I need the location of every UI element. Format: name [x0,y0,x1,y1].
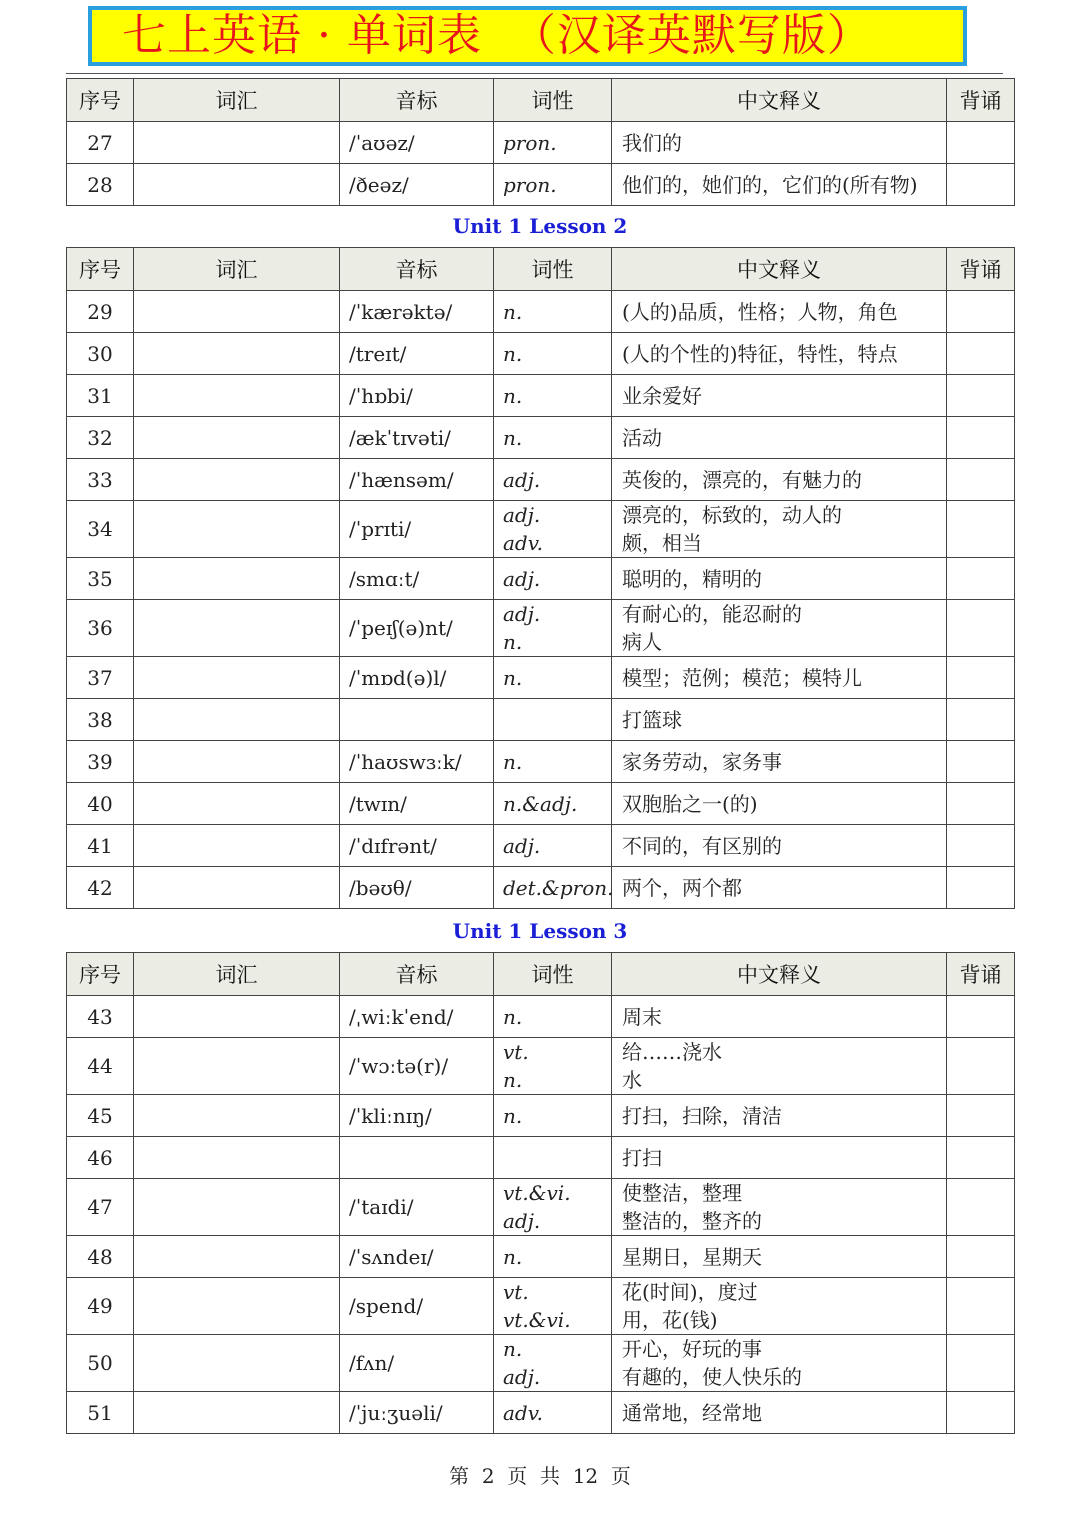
row-number: 34 [67,501,134,558]
recite-checkbox-cell[interactable] [947,741,1015,783]
pos-cell [494,122,612,164]
cell-line: 有趣的，使人快乐的 [622,1365,802,1389]
word-blank-cell[interactable] [134,741,340,783]
meaning-cell [612,375,947,417]
cell-line: 整洁的，整齐的 [622,1209,762,1233]
phonetic-cell [340,699,494,741]
word-blank-cell[interactable] [134,825,340,867]
header-pos: 词性 [494,79,612,122]
header-recite: 背诵 [947,953,1015,996]
pos-cell [494,164,612,206]
header-meaning: 中文释义 [612,248,947,291]
row-number: 37 [67,657,134,699]
pos-cell [494,825,612,867]
word-blank-cell[interactable] [134,417,340,459]
recite-checkbox-cell[interactable] [947,459,1015,501]
recite-checkbox-cell[interactable] [947,375,1015,417]
table-row [67,996,1015,1038]
cell-line: adj. [503,602,541,626]
pos-cell [494,1392,612,1434]
table-row [67,122,1015,164]
word-blank-cell[interactable] [134,699,340,741]
pos-cell [494,501,612,558]
pos-cell [494,291,612,333]
meaning-cell [612,1137,947,1179]
recite-checkbox-cell[interactable] [947,1179,1015,1236]
cell-line: n. [503,1337,523,1361]
header-recite: 背诵 [947,79,1015,122]
cell-line: 开心，好玩的事 [622,1337,762,1361]
phonetic-cell: /fʌn/ [340,1335,494,1392]
header-no: 序号 [67,79,134,122]
word-blank-cell[interactable] [134,1278,340,1335]
cell-line: adj. [503,503,541,527]
word-blank-cell[interactable] [134,1038,340,1095]
phonetic-cell: /ˌwiːkˈend/ [340,996,494,1038]
pos-cell [494,1335,612,1392]
meaning-cell [612,558,947,600]
word-blank-cell[interactable] [134,1335,340,1392]
row-number: 44 [67,1038,134,1095]
table-row [67,333,1015,375]
word-blank-cell[interactable] [134,600,340,657]
recite-checkbox-cell[interactable] [947,825,1015,867]
recite-checkbox-cell[interactable] [947,996,1015,1038]
row-number: 27 [67,122,134,164]
header-pos: 词性 [494,953,612,996]
header-rule [66,73,1003,74]
pos-cell [494,867,612,909]
cell-line: adj. [503,467,541,492]
row-number: 30 [67,333,134,375]
cell-line: 家务劳动，家务事 [622,749,782,774]
cell-line: n.&adj. [503,791,578,816]
cell-line: 我们的 [622,130,682,155]
word-blank-cell[interactable] [134,291,340,333]
row-number: 40 [67,783,134,825]
pos-cell [494,783,612,825]
header-word: 词汇 [134,953,340,996]
word-blank-cell[interactable] [134,867,340,909]
cell-line: 给……浇水 [622,1040,722,1064]
cell-line: 打篮球 [622,707,682,732]
cell-line: adj. [503,833,541,858]
cell-line: vt.&vi. [503,1308,571,1332]
row-number: 49 [67,1278,134,1335]
recite-checkbox-cell[interactable] [947,783,1015,825]
word-blank-cell[interactable] [134,996,340,1038]
word-blank-cell[interactable] [134,375,340,417]
cell-line: 周末 [622,1004,662,1029]
cell-line: n. [503,1004,523,1029]
word-blank-cell[interactable] [134,501,340,558]
row-number: 29 [67,291,134,333]
phonetic-cell: /ˈpeɪʃ(ə)nt/ [340,600,494,657]
cell-line: 打扫 [622,1145,662,1170]
pos-cell [494,1137,612,1179]
phonetic-cell: /treɪt/ [340,333,494,375]
phonetic-cell: /spend/ [340,1278,494,1335]
cell-line: vt.&vi. [503,1181,571,1205]
word-blank-cell[interactable] [134,1236,340,1278]
pos-cell [494,1179,612,1236]
pos-cell [494,417,612,459]
row-number: 36 [67,600,134,657]
recite-checkbox-cell[interactable] [947,1038,1015,1095]
phonetic-cell: /ˈmɒd(ə)l/ [340,657,494,699]
meaning-cell [612,1179,947,1236]
cell-line: adv. [503,531,544,555]
cell-line: 水 [622,1068,642,1092]
table-row [67,1278,1015,1335]
table-row [67,164,1015,206]
row-number: 35 [67,558,134,600]
cell-line: vt. [503,1040,529,1064]
meaning-cell [612,825,947,867]
phonetic-cell [340,1137,494,1179]
cell-line: 花(时间)，度过 [622,1280,758,1304]
vocab-table [66,78,1015,206]
meaning-cell [612,600,947,657]
cell-line: n. [503,341,523,366]
pos-cell [494,600,612,657]
meaning-cell [612,783,947,825]
meaning-cell [612,164,947,206]
header-phonetic: 音标 [340,79,494,122]
pos-cell [494,1095,612,1137]
header-meaning: 中文释义 [612,79,947,122]
word-blank-cell[interactable] [134,558,340,600]
cell-line: (人的)品质，性格；人物，角色 [622,299,898,324]
table-row [67,1038,1015,1095]
cell-line: 不同的，有区别的 [622,833,782,858]
cell-line: 病人 [622,630,662,654]
meaning-cell [612,1392,947,1434]
cell-line: 两个，两个都 [622,875,742,900]
cell-line: n. [503,1103,523,1128]
word-blank-cell[interactable] [134,1095,340,1137]
recite-checkbox-cell[interactable] [947,291,1015,333]
recite-checkbox-cell[interactable] [947,1278,1015,1335]
table-row [67,558,1015,600]
recite-checkbox-cell[interactable] [947,1335,1015,1392]
meaning-cell [612,333,947,375]
phonetic-cell: /ækˈtɪvəti/ [340,417,494,459]
cell-line: n. [503,630,523,654]
recite-checkbox-cell[interactable] [947,1236,1015,1278]
row-number: 41 [67,825,134,867]
table-row [67,501,1015,558]
header-no: 序号 [67,953,134,996]
recite-checkbox-cell[interactable] [947,501,1015,558]
recite-checkbox-cell[interactable] [947,558,1015,600]
row-number: 51 [67,1392,134,1434]
cell-line: 双胞胎之一(的) [622,791,758,816]
phonetic-cell: /ˈkliːnɪŋ/ [340,1095,494,1137]
pos-cell [494,333,612,375]
phonetic-cell: /ˈsʌndeɪ/ [340,1236,494,1278]
meaning-cell [612,996,947,1038]
phonetic-cell: /ˈaʊəz/ [340,122,494,164]
row-number: 39 [67,741,134,783]
row-number: 38 [67,699,134,741]
pos-cell [494,558,612,600]
meaning-cell [612,1038,947,1095]
cell-line: adj. [503,1365,541,1389]
cell-line: 通常地，经常地 [622,1400,762,1425]
meaning-cell [612,417,947,459]
word-blank-cell[interactable] [134,1392,340,1434]
pos-cell [494,996,612,1038]
page-title: 七上英语 · 单词表 （汉译英默写版） [122,10,872,61]
cell-line: vt. [503,1280,529,1304]
table-row [67,417,1015,459]
table-row [67,867,1015,909]
phonetic-cell: /ˈhaʊswɜːk/ [340,741,494,783]
cell-line: n. [503,749,523,774]
cell-line: n. [503,1068,523,1092]
table-row [67,783,1015,825]
cell-line: (人的个性的)特征，特性，特点 [622,341,898,366]
cell-line: adj. [503,1209,541,1233]
recite-checkbox-cell[interactable] [947,1392,1015,1434]
word-blank-cell[interactable] [134,122,340,164]
recite-checkbox-cell[interactable] [947,657,1015,699]
table-header-row [67,79,1015,122]
meaning-cell [612,699,947,741]
word-blank-cell[interactable] [134,657,340,699]
phonetic-cell: /smɑːt/ [340,558,494,600]
cell-line: 用，花(钱) [622,1308,718,1332]
cell-line: 漂亮的，标致的，动人的 [622,503,842,527]
row-number: 43 [67,996,134,1038]
cell-line: 他们的，她们的，它们的(所有物) [622,172,918,197]
row-number: 48 [67,1236,134,1278]
meaning-cell [612,501,947,558]
table-row [67,291,1015,333]
pos-cell [494,741,612,783]
word-blank-cell[interactable] [134,333,340,375]
cell-line: adj. [503,566,541,591]
row-number: 32 [67,417,134,459]
recite-checkbox-cell[interactable] [947,333,1015,375]
table-row [67,1392,1015,1434]
recite-checkbox-cell[interactable] [947,164,1015,206]
vocab-table [66,952,1015,1434]
meaning-cell [612,291,947,333]
cell-line: adv. [503,1400,544,1425]
meaning-cell [612,1335,947,1392]
cell-line: 使整洁，整理 [622,1181,742,1205]
meaning-cell [612,459,947,501]
row-number: 33 [67,459,134,501]
row-number: 28 [67,164,134,206]
table-row [67,1137,1015,1179]
header-pos: 词性 [494,248,612,291]
word-blank-cell[interactable] [134,164,340,206]
pos-cell [494,1038,612,1095]
word-blank-cell[interactable] [134,1137,340,1179]
row-number: 50 [67,1335,134,1392]
recite-checkbox-cell[interactable] [947,867,1015,909]
phonetic-cell: /bəʊθ/ [340,867,494,909]
cell-line: n. [503,1244,523,1269]
cell-line: n. [503,665,523,690]
table-row [67,1236,1015,1278]
unit-title: Unit 1 Lesson 3 [452,919,628,943]
cell-line: 模型；范例；模范；模特儿 [622,665,862,690]
table-row [67,1179,1015,1236]
table-row [67,459,1015,501]
header-meaning: 中文释义 [612,953,947,996]
vocab-table [66,247,1015,909]
header-word: 词汇 [134,79,340,122]
header-no: 序号 [67,248,134,291]
cell-line: 打扫，扫除，清洁 [622,1103,782,1128]
meaning-cell [612,1236,947,1278]
phonetic-cell: /ˈprɪti/ [340,501,494,558]
table-row [67,657,1015,699]
phonetic-cell: /twɪn/ [340,783,494,825]
cell-line: 活动 [622,425,662,450]
meaning-cell [612,122,947,164]
cell-line: 聪明的，精明的 [622,566,762,591]
row-number: 42 [67,867,134,909]
row-number: 47 [67,1179,134,1236]
cell-line: pron. [503,172,557,197]
meaning-cell [612,1278,947,1335]
cell-line: n. [503,383,523,408]
cell-line: 星期日，星期天 [622,1244,762,1269]
pos-cell [494,375,612,417]
pos-cell [494,1278,612,1335]
cell-line: n. [503,299,523,324]
header-word: 词汇 [134,248,340,291]
unit-title: Unit 1 Lesson 2 [452,214,628,238]
pos-cell [494,657,612,699]
row-number: 46 [67,1137,134,1179]
phonetic-cell: /ðeəz/ [340,164,494,206]
cell-line: 英俊的，漂亮的，有魅力的 [622,467,862,492]
header-phonetic: 音标 [340,248,494,291]
phonetic-cell: /ˈjuːʒuəli/ [340,1392,494,1434]
word-blank-cell[interactable] [134,459,340,501]
table-row [67,600,1015,657]
cell-line: det.&pron. [503,875,614,900]
recite-checkbox-cell[interactable] [947,122,1015,164]
meaning-cell [612,657,947,699]
pos-cell [494,459,612,501]
cell-line: n. [503,425,523,450]
recite-checkbox-cell[interactable] [947,1095,1015,1137]
table-header-row [67,248,1015,291]
table-row [67,741,1015,783]
phonetic-cell: /ˈkærəktə/ [340,291,494,333]
meaning-cell [612,741,947,783]
phonetic-cell: /ˈtaɪdi/ [340,1179,494,1236]
pos-cell [494,699,612,741]
table-row [67,375,1015,417]
title-banner [88,6,967,66]
meaning-cell [612,1095,947,1137]
phonetic-cell: /ˈwɔːtə(r)/ [340,1038,494,1095]
phonetic-cell: /ˈhɒbi/ [340,375,494,417]
recite-checkbox-cell[interactable] [947,699,1015,741]
cell-line: 颇，相当 [622,531,702,555]
cell-line: 业余爱好 [622,383,702,408]
phonetic-cell: /ˈhænsəm/ [340,459,494,501]
recite-checkbox-cell[interactable] [947,1137,1015,1179]
table-row [67,699,1015,741]
table-header-row [67,953,1015,996]
table-row [67,1095,1015,1137]
cell-line: pron. [503,130,557,155]
row-number: 31 [67,375,134,417]
word-blank-cell[interactable] [134,1179,340,1236]
recite-checkbox-cell[interactable] [947,600,1015,657]
header-phonetic: 音标 [340,953,494,996]
row-number: 45 [67,1095,134,1137]
table-row [67,1335,1015,1392]
cell-line: 有耐心的，能忍耐的 [622,602,802,626]
recite-checkbox-cell[interactable] [947,417,1015,459]
header-recite: 背诵 [947,248,1015,291]
word-blank-cell[interactable] [134,783,340,825]
pos-cell [494,1236,612,1278]
page-footer: 第 2 页 共 12 页 [449,1464,631,1488]
table-row [67,825,1015,867]
meaning-cell [612,867,947,909]
phonetic-cell: /ˈdɪfrənt/ [340,825,494,867]
